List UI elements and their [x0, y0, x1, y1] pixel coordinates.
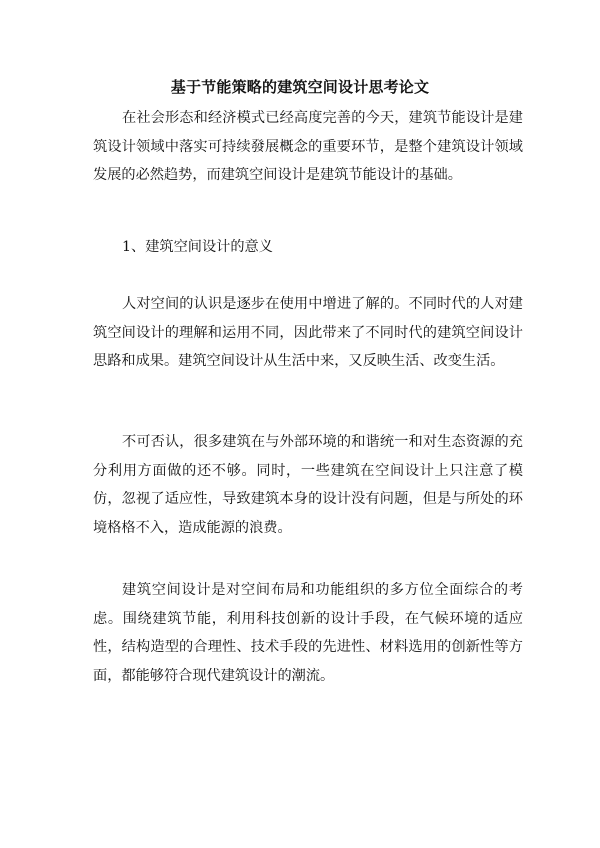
document-title: 基于节能策略的建筑空间设计思考论文: [170, 78, 430, 96]
body-paragraph: 人对空间的认识是逐步在使用中增进了解的。不同时代的人对建筑空间设计的理解和运用不同，因此带来了不同时代的建筑空间设计思路和成果。建筑空间设计从生活中来，又反映生活、改变生活。: [93, 296, 523, 369]
body-paragraph: 不可否认，很多建筑在与外部环境的和谐统一和对生态资源的充分利用方面做的还不够。同时，一些建筑在空间设计上只注意了模仿，忽视了适应性，导致建筑本身的设计没有问题，但是与所处的环境格格不入，造成能源的浪费。: [93, 434, 523, 536]
section-heading: 1、建筑空间设计的意义: [122, 239, 273, 255]
intro-paragraph: 在社会形态和经济模式已经高度完善的今天，建筑节能设计是建筑设计领域中落实可持续發展概念的重要环节，是整个建筑设计领域发展的必然趋势，而建筑空间设计是建筑节能设计的基础。: [93, 110, 523, 183]
body-paragraph: 建筑空间设计是对空间布局和功能组织的多方位全面综合的考虑。围绕建筑节能，利用科技创新的设计手段，在气候环境的适应性，结构造型的合理性、技术手段的先进性、材料选用的创新性等方面，都能够符合现代建筑设计的潮流。: [93, 582, 523, 684]
